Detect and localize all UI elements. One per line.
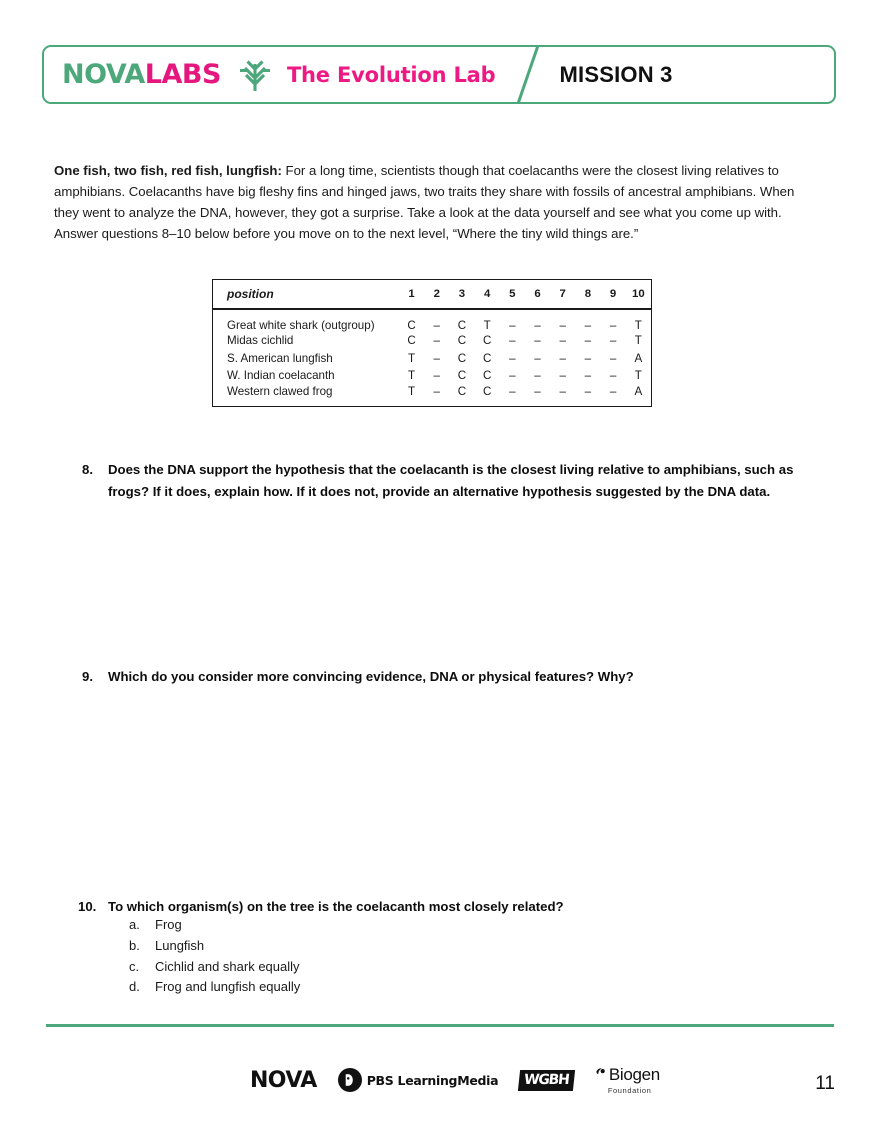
table-row xyxy=(213,309,651,332)
base-cell: C xyxy=(407,319,416,332)
base-cell: C xyxy=(482,384,492,398)
base-cell: C xyxy=(482,334,492,348)
base-cell: – xyxy=(509,369,516,383)
tree-icon xyxy=(237,58,273,92)
pbs-learningmedia-logo xyxy=(338,1068,499,1092)
choice-letter-b: b. xyxy=(129,937,140,953)
biogen-foundation-logo xyxy=(595,1066,660,1095)
choice-option-c[interactable] xyxy=(129,957,549,978)
base-cell: – xyxy=(559,319,566,332)
base-cell: C xyxy=(457,334,467,348)
question-10-choices xyxy=(129,915,549,998)
column-header-4: 4 xyxy=(483,288,491,300)
base-cell: – xyxy=(509,384,516,398)
question-9 xyxy=(82,666,810,688)
table-header-row xyxy=(213,280,651,309)
base-cell: – xyxy=(559,351,566,365)
nova-logo-text: NOVA xyxy=(250,1067,317,1093)
taxon-name: Great white shark (outgroup) xyxy=(227,319,375,332)
base-cell: – xyxy=(559,369,566,383)
base-cell: – xyxy=(509,351,516,365)
base-cell: A xyxy=(634,384,643,398)
base-cell: C xyxy=(482,351,492,365)
base-cell: – xyxy=(534,384,541,398)
question-8-number: 8. xyxy=(82,462,93,477)
choice-option-a[interactable] xyxy=(129,915,549,936)
header-divider-slash xyxy=(514,45,540,104)
brand-labs-text: LABS xyxy=(144,59,221,90)
column-header-9: 9 xyxy=(609,288,617,300)
column-header-10: 10 xyxy=(632,288,645,300)
table-row xyxy=(213,367,651,385)
base-cell: C xyxy=(457,351,467,365)
pbs-head-icon xyxy=(338,1068,362,1092)
column-header-1: 1 xyxy=(408,288,415,300)
base-cell: – xyxy=(534,319,541,332)
column-header-5: 5 xyxy=(509,288,516,300)
wgbh-logo-text: WGBH xyxy=(518,1070,575,1091)
base-cell: T xyxy=(634,334,642,348)
base-cell: T xyxy=(408,384,416,398)
choice-label-a: Frog xyxy=(155,917,182,932)
base-cell: – xyxy=(433,351,440,365)
choice-label-d: Frog and lungfish equally xyxy=(155,979,301,995)
intro-body: For a long time, scientists though that coelacanths were the closest living relatives to amphibians. Coelacanths have big fleshy fins and hinged jaws, two traits they share with fossils of ancestral amphibians. When they went to analyze the DNA, however, they got a surprise. Take a look at the data yourself and see what you come up with. Answer questions 8–10 below before you move on to the next level, “Where the tiny wild things are.” xyxy=(54,163,795,242)
program-title: The Evolution Lab xyxy=(286,62,496,87)
base-cell: – xyxy=(433,319,440,332)
choice-option-d[interactable] xyxy=(129,977,549,998)
nova-labs-logo xyxy=(44,61,221,88)
base-cell: – xyxy=(559,384,566,398)
base-cell: – xyxy=(609,334,617,348)
base-cell: – xyxy=(509,319,516,332)
base-cell: – xyxy=(609,384,617,398)
column-header-8: 8 xyxy=(584,288,592,300)
wgbh-logo xyxy=(519,1070,574,1091)
column-header-3: 3 xyxy=(458,288,466,300)
base-cell: T xyxy=(634,319,642,332)
brand-nova-text: NOVA xyxy=(62,59,145,90)
question-8-text: Does the DNA support the hypothesis that the coelacanth is the closest living relative to amphibians, such as frogs? If it does, explain how. If it does not, provide an alternative hypothesis suggested by the DNA data. xyxy=(108,462,794,499)
table-row xyxy=(213,332,651,350)
base-cell: – xyxy=(584,351,592,365)
base-cell: C xyxy=(457,319,467,332)
taxon-name: Midas cichlid xyxy=(227,334,294,348)
column-header-6: 6 xyxy=(534,288,541,300)
base-cell: C xyxy=(407,334,416,348)
base-cell: – xyxy=(433,334,440,348)
footer-divider xyxy=(46,1024,834,1027)
column-header-2: 2 xyxy=(433,288,440,300)
choice-label-c: Cichlid and shark equally xyxy=(155,958,300,974)
choice-label-b: Lungfish xyxy=(155,937,205,953)
base-cell: – xyxy=(609,319,617,332)
table-row xyxy=(213,385,651,406)
base-cell: T xyxy=(483,319,491,332)
choice-letter-d: d. xyxy=(129,979,140,995)
base-cell: – xyxy=(534,334,541,348)
base-cell: A xyxy=(634,351,643,365)
choice-letter-c: c. xyxy=(129,958,140,974)
column-header-7: 7 xyxy=(559,288,566,300)
question-9-number: 9. xyxy=(82,669,93,684)
question-8 xyxy=(82,459,810,502)
table-header xyxy=(213,280,651,309)
base-cell: T xyxy=(408,369,416,383)
base-cell: – xyxy=(584,369,592,383)
base-cell: C xyxy=(482,369,492,383)
base-cell: C xyxy=(457,384,467,398)
base-cell: – xyxy=(534,369,541,383)
base-cell: – xyxy=(534,351,541,365)
table-body xyxy=(213,309,651,406)
biogen-foundation-text: Foundation xyxy=(607,1085,652,1095)
base-cell: – xyxy=(433,369,440,383)
question-10-number: 10. xyxy=(78,899,97,914)
question-10-text: To which organism(s) on the tree is the coelacanth most closely related? xyxy=(108,899,564,914)
table-row xyxy=(213,350,651,368)
taxon-name: W. Indian coelacanth xyxy=(227,369,335,383)
biogen-logo-text: Biogen xyxy=(608,1064,660,1084)
column-header-position: position xyxy=(227,287,274,301)
base-cell: – xyxy=(584,384,592,398)
choice-letter-a: a. xyxy=(129,917,140,932)
footer-logos xyxy=(250,1060,660,1100)
intro-lead-in: One fish, two fish, red fish, lungfish: xyxy=(54,163,282,179)
base-cell: T xyxy=(634,369,642,383)
base-cell: – xyxy=(584,319,592,332)
dna-alignment-table xyxy=(212,279,652,407)
base-cell: – xyxy=(559,334,566,348)
base-cell: – xyxy=(509,334,516,348)
biogen-swirl-icon xyxy=(595,1066,607,1084)
base-cell: T xyxy=(408,351,416,365)
base-cell: C xyxy=(457,369,467,383)
pbs-logo-text: PBS LearningMedia xyxy=(366,1072,499,1088)
choice-option-b[interactable] xyxy=(129,936,549,957)
taxon-name: Western clawed frog xyxy=(227,384,333,398)
intro-paragraph xyxy=(54,160,810,244)
page-number: 11 xyxy=(815,1073,835,1094)
base-cell: – xyxy=(609,369,617,383)
base-cell: – xyxy=(609,351,617,365)
taxon-name: S. American lungfish xyxy=(227,351,333,365)
base-cell: – xyxy=(584,334,592,348)
question-9-text: Which do you consider more convincing evidence, DNA or physical features? Why? xyxy=(108,669,634,684)
mission-title: MISSION 3 xyxy=(559,61,673,87)
nova-footer-logo xyxy=(250,1068,317,1093)
header-banner xyxy=(42,45,836,104)
base-cell: – xyxy=(433,384,440,398)
